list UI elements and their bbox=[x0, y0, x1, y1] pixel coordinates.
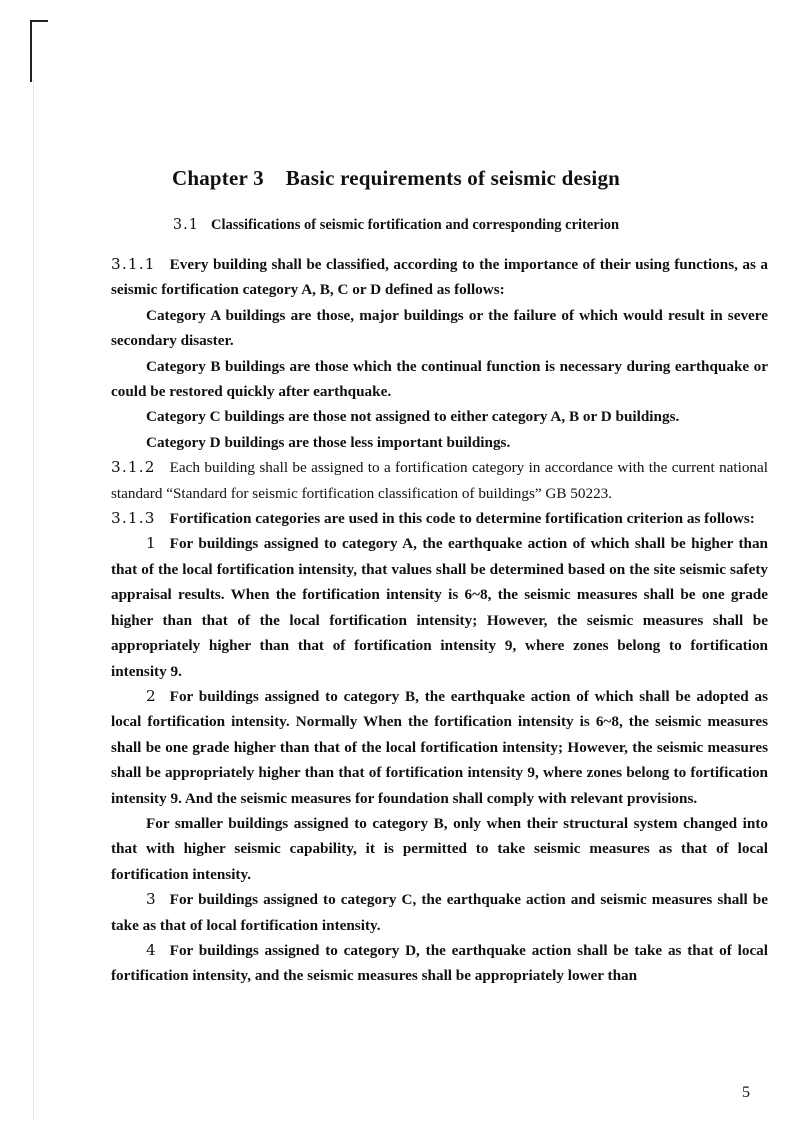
clause-3-1-1 bbox=[111, 252, 768, 303]
section-title-text: Classifications of seismic fortification and corresponding criterion bbox=[210, 217, 620, 233]
clause-text: Each building shall be assigned to a fortification category in accordance with the current national standard “Standard for seismic fortification classification of buildings” GB 50223. bbox=[111, 459, 768, 502]
category-b-definition: Category B buildings are those which the continual function is necessary during earthquake or could be restored quickly after earthquake. bbox=[111, 357, 768, 401]
category-a-definition: Category A buildings are those, major buildings or the failure of which would result in severe secondary disaster. bbox=[111, 306, 768, 350]
list-item bbox=[111, 887, 768, 938]
clause-text: Fortification categories are used in this code to determine fortification criterion as follows: bbox=[169, 510, 755, 528]
list-item bbox=[111, 684, 768, 811]
scan-edge-line bbox=[33, 80, 34, 1120]
chapter-title-text: Basic requirements of seismic design bbox=[285, 166, 621, 190]
clause-text: Every building shall be classified, according to the importance of their using functions, as a seismic fortification category A, B, C or D defined as follows: bbox=[111, 256, 768, 299]
clause-number: 3.1.2 bbox=[111, 458, 156, 477]
section-number: 3.1 bbox=[172, 217, 199, 233]
clause-number: 3.1.3 bbox=[111, 509, 156, 528]
clause-number: 3.1.1 bbox=[111, 255, 156, 273]
item-text: For buildings assigned to category D, the earthquake action shall be take as that of local fortification intensity, and the seismic measures shall be appropriately lower than bbox=[111, 941, 768, 985]
item-number: 1 bbox=[146, 534, 156, 553]
item-number: 3 bbox=[146, 890, 156, 909]
list-item bbox=[111, 531, 768, 683]
scan-corner-mark bbox=[30, 20, 48, 82]
item-text: For buildings assigned to category C, the earthquake action and seismic measures shall be take as that of local fortification intensity. bbox=[111, 891, 768, 934]
list-item bbox=[111, 938, 768, 989]
category-c-definition: Category C buildings are those not assigned to either category A, B or D buildings. bbox=[146, 408, 680, 426]
clause-3-1-2 bbox=[111, 455, 768, 506]
category-d-definition: Category D buildings are those less important buildings. bbox=[146, 433, 511, 451]
item-text: For buildings assigned to category A, the earthquake action of which shall be higher than that of the local fortification intensity, that values shall be determined based on the site seismic safety appraisal results. When the fortification intensity is 6~8, the seismic measures shall be one grade higher than that of the local fortification intensity; However, the seismic measures shall be appropriately higher than that of fortification intensity 9, where zones belong to fortification intensity 9. bbox=[111, 535, 768, 680]
item-number: 2 bbox=[146, 686, 156, 705]
item-2-note: For smaller buildings assigned to category B, only when their structural system changed into that with higher seismic capability, it is permitted to take seismic measures as that of local fortification intensity. bbox=[111, 814, 768, 883]
clause-3-1-3 bbox=[111, 506, 768, 531]
document-body bbox=[111, 252, 768, 989]
section-title bbox=[0, 217, 792, 234]
chapter-title bbox=[0, 166, 792, 191]
item-text: For buildings assigned to category B, the earthquake action of which shall be adopted as local fortification intensity. Normally When the fortification intensity is 6~8, the seismic measures shall be one grade higher than that of the local fortification intensity; However, the seismic measures shall be appropriately higher than that of fortification intensity 9, where zones belong to fortification intensity 9. And the seismic measures for foundation shall comply with relevant provisions. bbox=[111, 687, 768, 807]
chapter-number: Chapter 3 bbox=[171, 166, 264, 190]
page-number: 5 bbox=[742, 1084, 750, 1101]
item-number: 4 bbox=[146, 940, 156, 959]
